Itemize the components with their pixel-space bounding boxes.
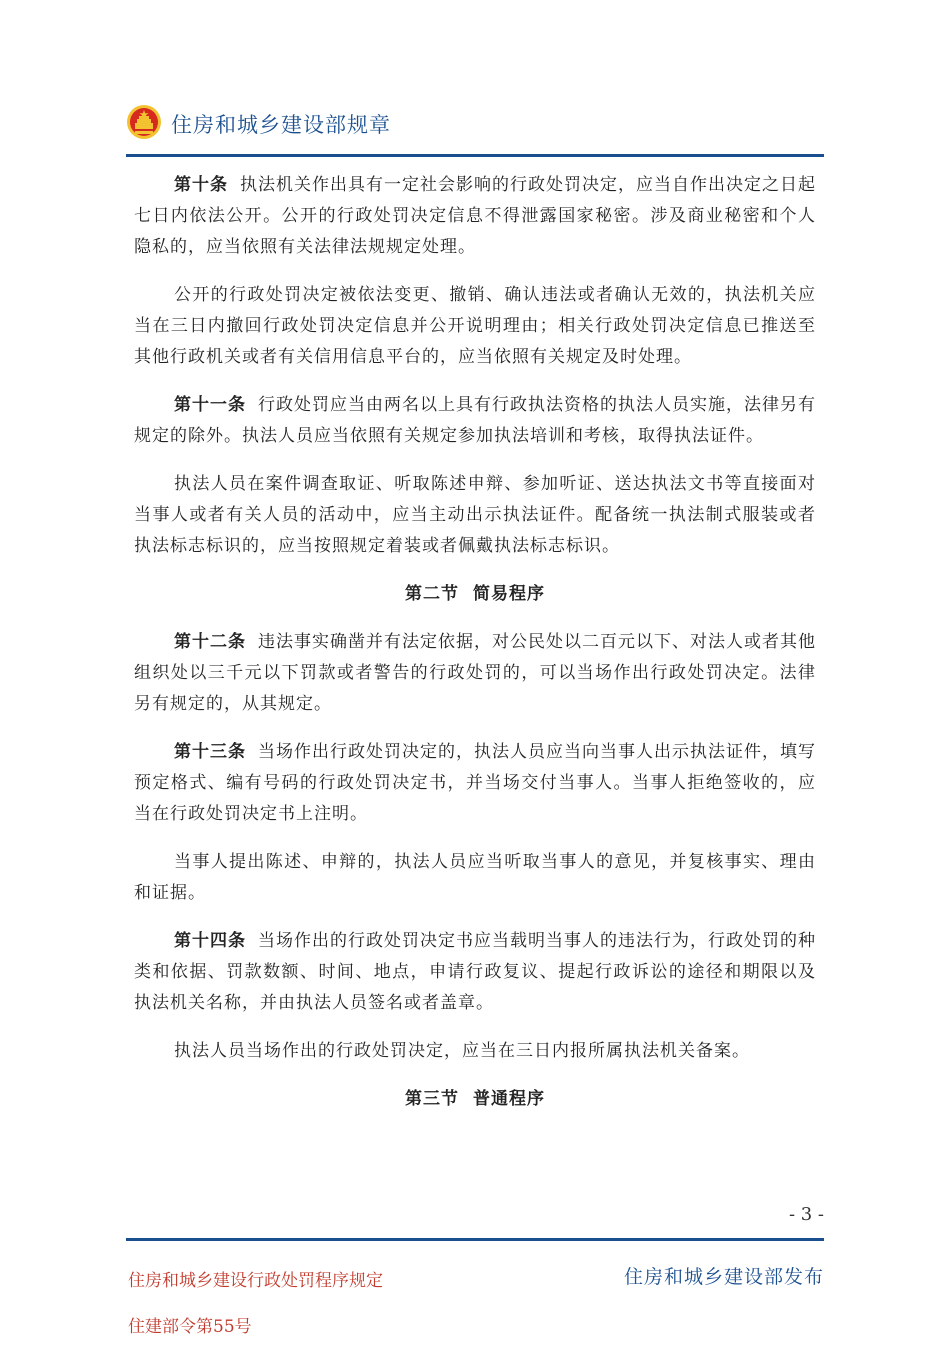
body-paragraph (134, 1036, 816, 1067)
national-emblem-icon (126, 104, 162, 140)
paragraph-text: 执法人员当场作出的行政处罚决定，应当在三日内报所属执法机关备案。 (174, 1041, 750, 1061)
body-paragraph (134, 469, 816, 562)
footer-publisher: 住房和城乡建设部发布 (623, 1266, 824, 1288)
paragraph-text: 当场作出行政处罚决定的，执法人员应当向当事人出示执法证件，填写预定格式、编有号码的行政处罚决定书，并当场交付当事人。当事人拒绝签收的，应当在行政处罚决定书上注明。 (134, 742, 816, 824)
header-title: 住房和城乡建设部规章 (171, 113, 391, 137)
article-paragraph (134, 170, 816, 263)
body-paragraph (134, 847, 816, 909)
page-number: - 3 - (788, 1204, 824, 1225)
body-paragraph (134, 280, 816, 373)
paragraph-text: 违法事实确凿并有法定依据，对公民处以二百元以下、对法人或者其他组织处以三千元以下罚款或者警告的行政处罚的，可以当场作出行政处罚决定。法律另有规定的，从其规定。 (134, 632, 816, 714)
article-label: 第十一条 (174, 395, 246, 415)
article-label: 第十二条 (174, 632, 246, 652)
section-heading (134, 579, 816, 610)
section-title: 普通程序 (473, 1089, 545, 1109)
footer-divider (126, 1238, 824, 1241)
section-heading (134, 1084, 816, 1115)
document-body (134, 170, 816, 1132)
footer-document-title: 住房和城乡建设行政处罚程序规定 (128, 1271, 383, 1291)
article-paragraph (134, 627, 816, 720)
article-paragraph (134, 737, 816, 830)
section-number: 第三节 (405, 1089, 459, 1109)
paragraph-text: 行政处罚应当由两名以上具有行政执法资格的执法人员实施，法律另有规定的除外。执法人员应当依照有关规定参加执法培训和考核，取得执法证件。 (134, 395, 816, 446)
article-paragraph (134, 390, 816, 452)
article-label: 第十三条 (174, 742, 246, 762)
section-number: 第二节 (405, 584, 459, 604)
footer-document-number: 住建部令第55号 (128, 1317, 252, 1337)
paragraph-text: 当事人提出陈述、申辩的，执法人员应当听取当事人的意见，并复核事实、理由和证据。 (134, 852, 816, 903)
paragraph-text: 当场作出的行政处罚决定书应当载明当事人的违法行为，行政处罚的种类和依据、罚款数额、时间、地点，申请行政复议、提起行政诉讼的途径和期限以及执法机关名称，并由执法人员签名或者盖章。 (134, 931, 816, 1013)
paragraph-text: 执法人员在案件调查取证、听取陈述申辩、参加听证、送达执法文书等直接面对当事人或者有关人员的活动中，应当主动出示执法证件。配备统一执法制式服装或者执法标志标识的，应当按照规定着装或者佩戴执法标志标识。 (134, 474, 816, 556)
page-header (126, 100, 824, 148)
section-title: 简易程序 (473, 584, 545, 604)
article-label: 第十条 (174, 175, 228, 195)
paragraph-text: 执法机关作出具有一定社会影响的行政处罚决定，应当自作出决定之日起七日内依法公开。公开的行政处罚决定信息不得泄露国家秘密。涉及商业秘密和个人隐私的，应当依照有关法律法规规定处理。 (134, 175, 816, 257)
article-paragraph (134, 926, 816, 1019)
article-label: 第十四条 (174, 931, 246, 951)
paragraph-text: 公开的行政处罚决定被依法变更、撤销、确认违法或者确认无效的，执法机关应当在三日内撤回行政处罚决定信息并公开说明理由；相关行政处罚决定信息已推送至其他行政机关或者有关信用信息平台的，应当依照有关规定及时处理。 (134, 285, 816, 367)
header-divider (126, 154, 824, 157)
